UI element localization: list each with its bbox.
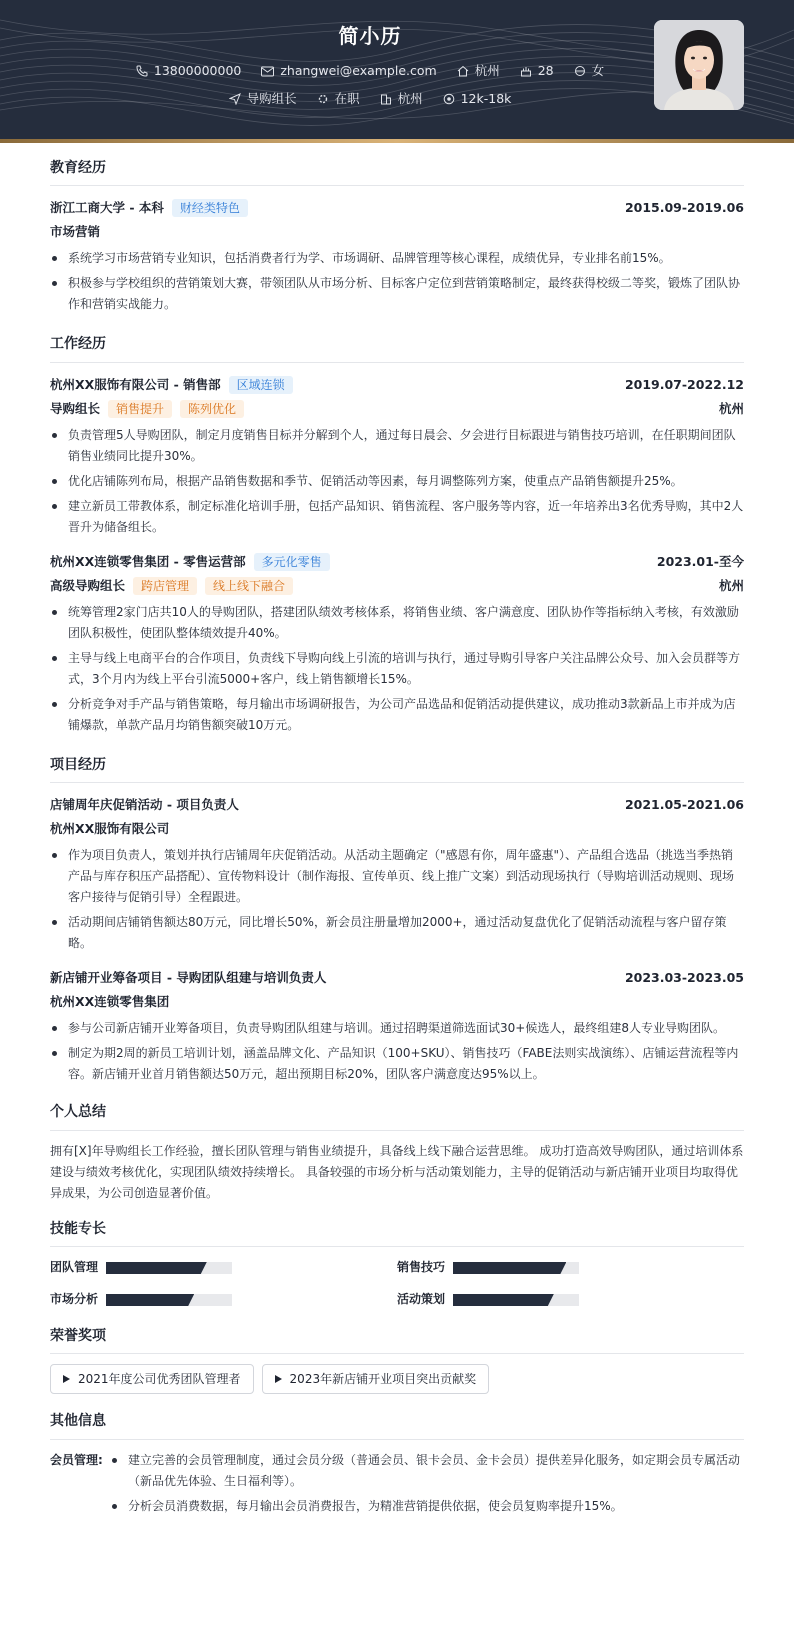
education-header-row (50, 196, 744, 220)
skills-section (50, 1218, 744, 1311)
summary-text: 拥有[X]年导购组长工作经验，擅长团队管理与销售业绩提升，具备线上线下融合运营思维。 成功打造高效导购团队，通过培训体系建设与绩效考核优化，实现团队绩效持续增长。 具备较强的市场分析与活动策划能力，主导的促销活动与新店铺开业项目均取得优异成果，为公司创造显著价值。 (50, 1143, 744, 1200)
gender-icon (574, 65, 586, 77)
project-org-row (50, 817, 744, 841)
list-item: 参与公司新店铺开业筹备项目，负责导购团队组建与培训。通过招聘渠道筛选面试30+候选人，最终组建8人专业导购团队。 (50, 1018, 744, 1039)
header-accent-bar (0, 139, 794, 143)
phone-text: 13800000000 (153, 63, 242, 78)
list-item: 制定为期2周的新员工培训计划，涵盖品牌文化、产品知识（100+SKU）、销售技巧（FABE法则实战演练）、店铺运营流程等内容。新店铺开业首月销售额达50万元，超出预期目标20%，团队客户满意度达95%以上。 (50, 1043, 744, 1085)
project-date: 2021.05-2021.06 (624, 797, 744, 813)
skill-name: 活动策划 (397, 1292, 446, 1307)
education-section (50, 157, 744, 315)
other-section (50, 1410, 744, 1520)
avatar-portrait (654, 20, 744, 110)
phone-icon (136, 65, 148, 77)
skill-tag: 销售提升 (108, 400, 172, 418)
projects-section (50, 754, 744, 1085)
project-org: 杭州XX连锁零售集团 (50, 994, 170, 1010)
skill-item (397, 1289, 744, 1311)
company-tag: 多元化零售 (254, 553, 330, 571)
section-title: 其他信息 (50, 1410, 744, 1439)
project-bullets (50, 1018, 744, 1085)
work-city: 杭州 (718, 577, 744, 593)
city-item (380, 89, 423, 109)
list-item: 建立完善的会员管理制度，通过会员分级（普通会员、银卡会员、金卡会员）提供差异化服务，如定期会员专属活动（新品优先体验、生日福利等）。 (110, 1450, 744, 1492)
list-item: 系统学习市场营销专业知识，包括消费者行为学、市场调研、品牌管理等核心课程，成绩优异，专业排名前15%。 (50, 248, 744, 269)
status-icon (317, 93, 329, 105)
project-name: 新店铺开业筹备项目 - 导购团队组建与培训负责人 (50, 970, 327, 986)
major-row (50, 220, 744, 244)
gender-item (574, 61, 605, 81)
position-row (50, 574, 744, 598)
position-name: 导购组长 (50, 400, 101, 416)
award-chip (50, 1364, 254, 1394)
position-name: 高级导购组长 (50, 577, 126, 593)
list-item: 建立新员工带教体系，制定标准化培训手册，包括产品知识、销售流程、客户服务等内容，近一年培养出3名优秀导购，其中2人晋升为储备组长。 (50, 496, 744, 538)
home-icon (457, 65, 469, 77)
work-header-row (50, 373, 744, 397)
skill-name: 市场分析 (50, 1292, 99, 1307)
intent-row (0, 89, 740, 109)
age-text: 28 (537, 63, 554, 78)
member-management (50, 1450, 744, 1521)
resume-body (0, 157, 794, 1521)
project-header-row (50, 793, 744, 817)
email-item (261, 61, 436, 81)
award-chip (262, 1364, 490, 1394)
gender-text: 女 (591, 63, 605, 78)
skill-bar (453, 1262, 579, 1274)
skill-bar-fill (106, 1262, 207, 1274)
project-date: 2023.03-2023.05 (624, 970, 744, 986)
skill-bar (106, 1294, 232, 1306)
list-item: 主导与线上电商平台的合作项目，负责线下导购向线上引流的培训与执行，通过导购引导客户关注品牌公众号、加入会员群等方式，3个月内为线上平台引流5000+客户，线上销售额增长15%。 (50, 648, 744, 690)
age-item (520, 61, 554, 81)
skill-bar-fill (453, 1262, 566, 1274)
school-name: 浙江工商大学 - 本科 (50, 200, 164, 216)
education-bullets (50, 248, 744, 315)
contact-row (0, 61, 740, 81)
project-org: 杭州XX服饰有限公司 (50, 821, 170, 837)
position-row (50, 397, 744, 421)
mail-icon (261, 66, 274, 77)
major-name: 市场营销 (50, 224, 101, 240)
position-text: 导购组长 (246, 91, 297, 106)
salary-item (443, 89, 512, 109)
section-title: 教育经历 (50, 157, 744, 186)
play-triangle-icon (275, 1375, 282, 1383)
work-bullets (50, 602, 744, 736)
skill-tag: 线上线下融合 (205, 577, 293, 595)
company-name: 杭州XX服饰有限公司 - 销售部 (50, 376, 221, 392)
work-bullets (50, 425, 744, 538)
list-item: 优化店铺陈列布局，根据产品销售数据和季节、促销活动等因素，每月调整陈列方案，使重点产品销售额提升25%。 (50, 471, 744, 492)
skills-grid (50, 1257, 744, 1311)
school-tag: 财经类特色 (172, 199, 248, 217)
project-name: 店铺周年庆促销活动 - 项目负责人 (50, 797, 239, 813)
salary-text: 12k-18k (460, 91, 512, 106)
work-section (50, 333, 744, 735)
play-triangle-icon (63, 1375, 70, 1383)
building-icon (380, 93, 392, 105)
send-icon (229, 93, 241, 105)
skill-tag: 陈列优化 (180, 400, 244, 418)
status-item (317, 89, 360, 109)
skill-bar-fill (453, 1294, 554, 1306)
work-item (50, 373, 744, 538)
phone-item (136, 61, 241, 81)
list-item: 作为项目负责人，策划并执行店铺周年庆促销活动。从活动主题确定（"感恩有你，周年盛惠"）、产品组合选品（挑选当季热销产品与库存积压产品搭配）、宣传物料设计（制作海报、宣传单页、线上推广文案）到活动现场执行（导购培训活动规则、现场客户接待与促销引导）全程跟进。 (50, 845, 744, 908)
section-title: 工作经历 (50, 333, 744, 362)
education-item (50, 196, 744, 315)
project-header-row (50, 966, 744, 990)
candidate-name: 简小历 (338, 24, 402, 48)
list-item: 积极参与学校组织的营销策划大赛，带领团队从市场分析、目标客户定位到营销策略制定，最终获得校级二等奖，锻炼了团队协作和营销实战能力。 (50, 273, 744, 315)
status-text: 在职 (334, 91, 360, 106)
award-label: 2021年度公司优秀团队管理者 (78, 1371, 241, 1386)
education-date: 2015.09-2019.06 (624, 200, 744, 216)
skill-item (397, 1257, 744, 1279)
work-item (50, 550, 744, 736)
summary-section (50, 1101, 744, 1203)
coin-icon (443, 93, 455, 105)
other-label: 会员管理: (50, 1452, 103, 1467)
skill-name: 团队管理 (50, 1260, 99, 1275)
award-label: 2023年新店铺开业项目突出贡献奖 (289, 1371, 477, 1386)
list-item: 活动期间店铺销售额达80万元，同比增长50%，新会员注册量增加2000+，通过活动复盘优化了促销活动流程与客户留存策略。 (50, 912, 744, 954)
project-item (50, 966, 744, 1085)
list-item: 统筹管理2家门店共10人的导购团队，搭建团队绩效考核体系，将销售业绩、客户满意度、团队协作等指标纳入考核，有效激励团队积极性，使团队整体绩效提升40%。 (50, 602, 744, 644)
skill-tag: 跨店管理 (133, 577, 197, 595)
project-bullets (50, 845, 744, 954)
other-bullets (110, 1450, 744, 1521)
work-date: 2023.01-至今 (656, 553, 744, 569)
awards-list (50, 1364, 744, 1394)
hometown-text: 杭州 (474, 63, 500, 78)
skill-name: 销售技巧 (397, 1260, 446, 1275)
skill-item (50, 1257, 397, 1279)
company-name: 杭州XX连锁零售集团 - 零售运营部 (50, 553, 246, 569)
city-text: 杭州 (397, 91, 423, 106)
section-title: 荣誉奖项 (50, 1325, 744, 1354)
list-item: 分析会员消费数据，每月输出会员消费报告，为精准营销提供依据，使会员复购率提升15%。 (110, 1496, 744, 1517)
company-tag: 区域连锁 (229, 376, 293, 394)
skill-bar (453, 1294, 579, 1306)
position-item (229, 89, 297, 109)
email-text: zhangwei@example.com (280, 63, 437, 78)
section-title: 个人总结 (50, 1101, 744, 1130)
hometown-item (457, 61, 500, 81)
profile-photo (654, 20, 744, 110)
list-item: 负责管理5人导购团队，制定月度销售目标并分解到个人，通过每日晨会、夕会进行目标跟进与销售技巧培训，在任职期间团队销售业绩同比提升30%。 (50, 425, 744, 467)
skill-item (50, 1289, 397, 1311)
work-header-row (50, 550, 744, 574)
skill-bar (106, 1262, 232, 1274)
resume-header (0, 0, 794, 143)
honors-section (50, 1325, 744, 1394)
work-date: 2019.07-2022.12 (624, 376, 744, 392)
work-city: 杭州 (718, 400, 744, 416)
section-title: 技能专长 (50, 1218, 744, 1247)
project-item (50, 793, 744, 954)
project-org-row (50, 990, 744, 1014)
cake-icon (520, 65, 532, 77)
skill-bar-fill (106, 1294, 194, 1306)
section-title: 项目经历 (50, 754, 744, 783)
list-item: 分析竞争对手产品与销售策略，每月输出市场调研报告，为公司产品选品和促销活动提供建议，成功推动3款新品上市并成为店铺爆款，单款产品月均销售额突破10万元。 (50, 694, 744, 736)
